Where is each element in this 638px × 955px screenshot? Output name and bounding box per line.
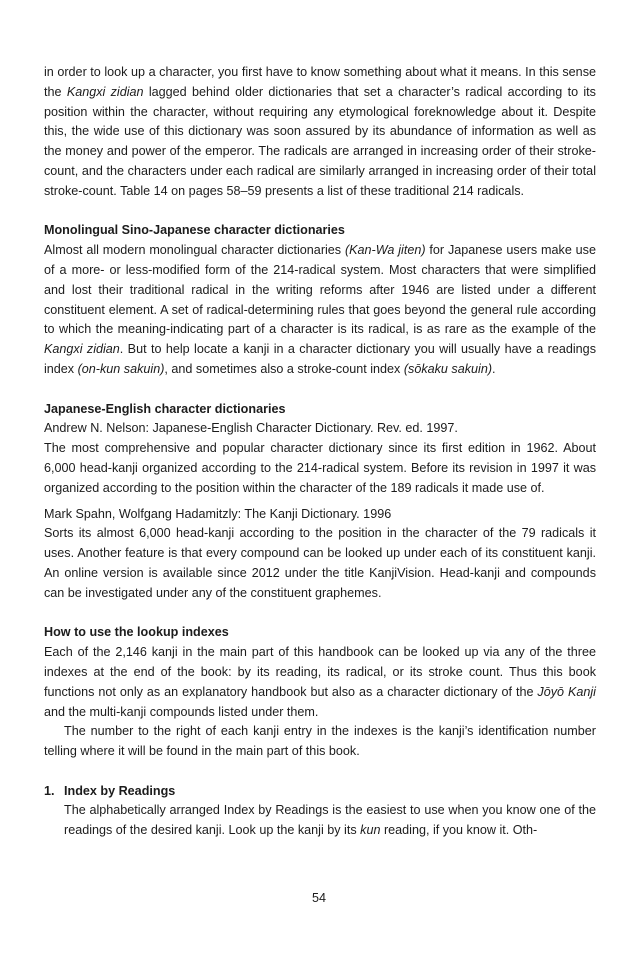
list-heading: Index by Readings: [64, 783, 176, 798]
spahn-description: Sorts its almost 6,000 head-kanji according to the position in the character of the 79 radicals it uses. Another feature is that every compound can be looked up under each of its constituent kanji. An online version is available since 2012 under the title KanjiVision. Head-kanji and compounds can be investigated under any of the constituent graphemes.: [44, 526, 596, 600]
page-number: 54: [311, 891, 326, 905]
nelson-description: The most comprehensive and popular character dictionary since its first edition in 1962. About 6,000 head-kanji organized according to the 214-radical system. Before its revision in 1997 it was organized according to the position within the character of the 189 radicals it made use of.: [44, 441, 596, 495]
lookup-paragraph: [44, 643, 596, 722]
list-number: 1.: [44, 783, 55, 798]
monolingual-paragraph: [44, 241, 596, 380]
text: reading, if you know it. Oth-: [380, 823, 538, 838]
reference-nelson: Andrew N. Nelson: Japanese-English Character Dictionary. Rev. ed. 1997.: [44, 421, 458, 436]
text: in order to look up a character, you first have to know something about what it means. In this sense the: [44, 65, 596, 99]
text: . But to help locate a kanji in a character dictionary you will usually have a readings index: [44, 342, 596, 376]
term-italic: (sōkaku sakuin): [403, 361, 493, 376]
text: The alphabetically arranged Index by Readings is the easiest to use when you know one of the readings of the desired kanji. Look up the kanji by its: [64, 803, 596, 838]
reference-spahn: Mark Spahn, Wolfgang Hadamitzly: The Kanji Dictionary. 1996: [44, 506, 392, 521]
title-italic: Jōyō Kanji: [537, 684, 596, 699]
text: , and sometimes also a stroke-count index: [164, 361, 404, 376]
text: .: [492, 361, 496, 376]
title-italic: Kangxi zidian: [66, 84, 144, 99]
section-heading-lookup: How to use the lookup indexes: [44, 625, 229, 640]
term-italic: (Kan-Wa jiten): [344, 243, 426, 258]
intro-paragraph: [44, 63, 596, 202]
text: Each of the 2,146 kanji in the main part of this handbook can be looked up via any of the three indexes at the end of the book: by its reading, its radical, or its stroke count. Thus this book functions not only as an explanatory handbook but also as a character dictionary of the: [44, 645, 596, 699]
text: for Japanese users make use of a more- or less-modified form of the 214-radical system. Most characters that were simplified and lost their traditional radical in the writing reforms after 1946 are listed under a different constituent element. A set of radical-determining rules that goes beyond the general rule according to which the meaning-indicating part of a character is its radical, is as rare as the example of the: [44, 243, 596, 337]
text: lagged behind older dictionaries that set a character’s radical according to its position within the character, without requiring any etymological foreknowledge about it. Despite this, the wide use of this dictionary was soon assured by its abundance of information as well as the money and power of the emperor. The radicals are arranged in increasing order of their stroke-count, and the characters under each radical are similarly arranged in increasing order of their total stroke-count. Table 14 on pages 58–59 presents a list of these traditional 214 radicals.: [44, 84, 596, 198]
section-heading-japanese-english: Japanese-English character dictionaries: [44, 401, 286, 416]
list-item-index-readings: [44, 782, 596, 841]
term-italic: (on-kun sakuin): [77, 361, 165, 376]
page-body: [44, 63, 596, 841]
section-heading-monolingual: Monolingual Sino-Japanese character dictionaries: [44, 223, 345, 238]
title-italic: Kangxi zidian: [44, 342, 120, 357]
text: and the multi-kanji compounds listed under them.: [44, 704, 319, 719]
term-italic: kun: [360, 823, 381, 838]
list-paragraph: [64, 801, 596, 841]
text: Almost all modern monolingual character dictionaries: [44, 243, 345, 258]
lookup-paragraph-2: The number to the right of each kanji entry in the indexes is the kanji’s identification number telling where it will be found in the main part of this book.: [44, 724, 596, 759]
